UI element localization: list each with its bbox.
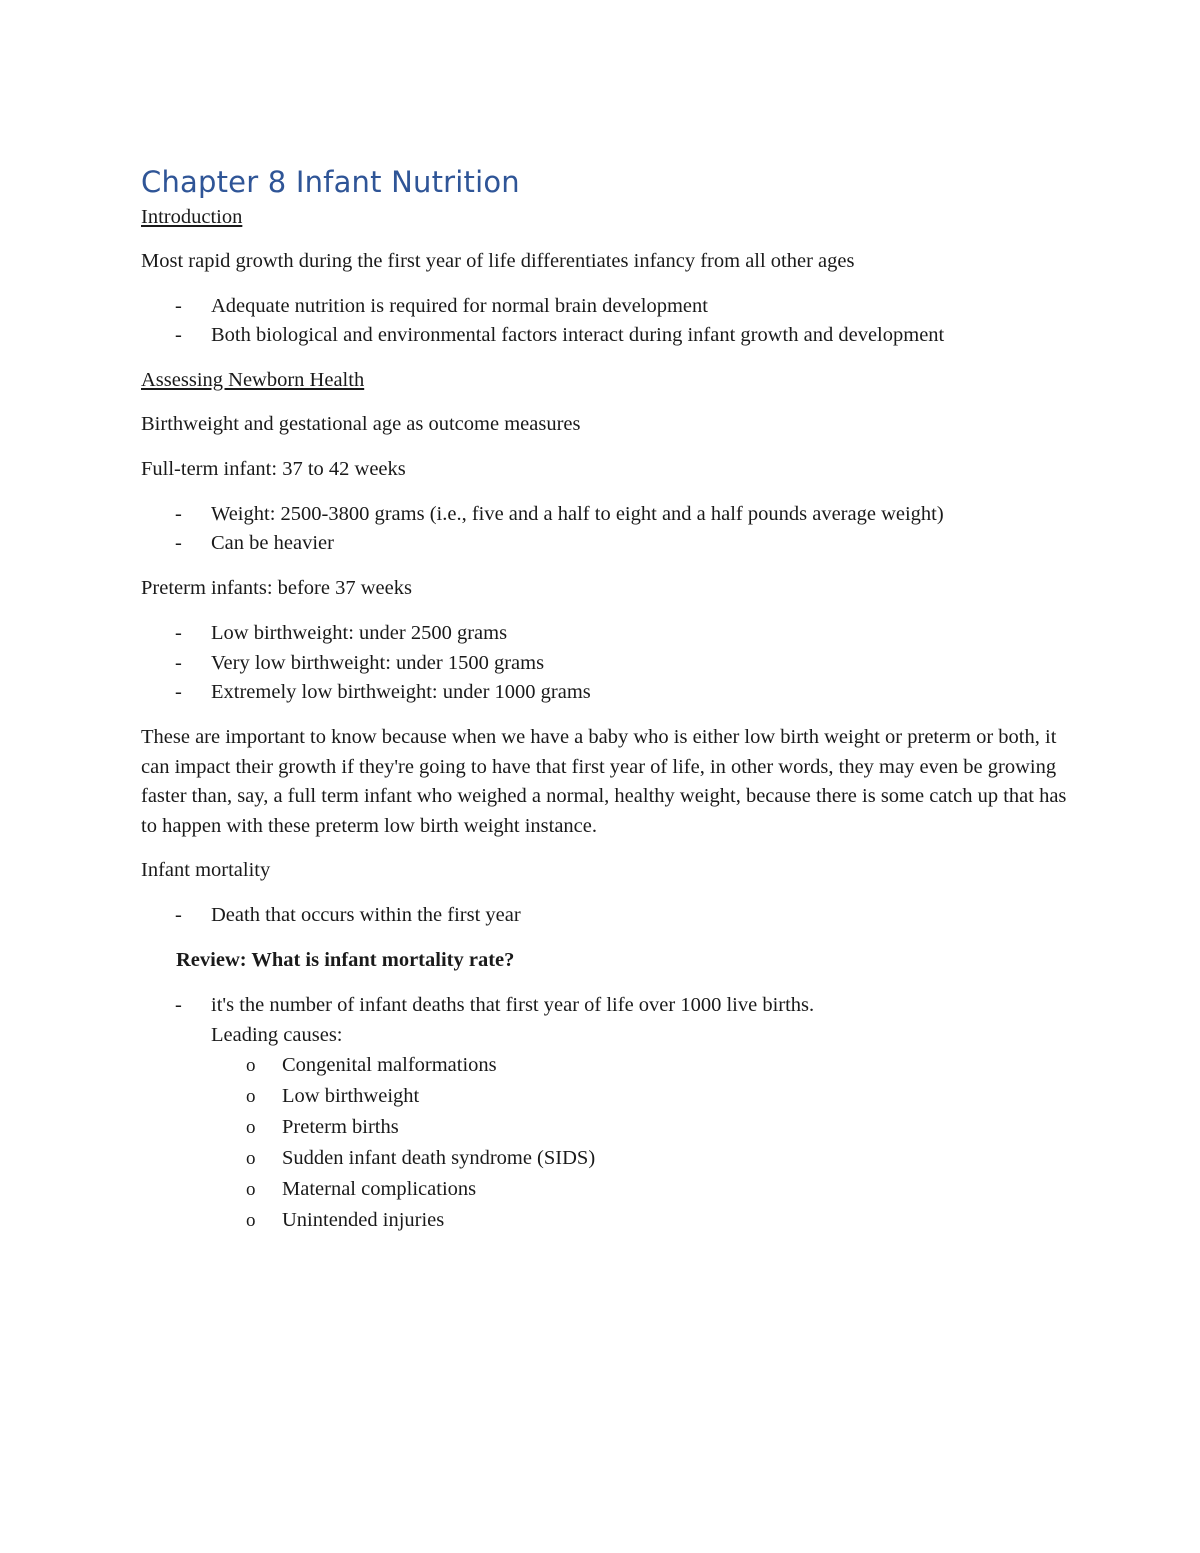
list-item: - Very low birthweight: under 1500 grams — [141, 649, 1081, 679]
list-item: - Both biological and environmental factors interact during infant growth and development — [141, 321, 1081, 351]
assess-heading: Assessing Newborn Health — [141, 369, 365, 391]
review-answer: - it's the number of infant deaths that first year of life over 1000 live births. — [211, 994, 815, 1016]
list-item: o Low birthweight — [211, 1081, 1081, 1112]
document-body — [141, 160, 1081, 1252]
list-item: - Low birthweight: under 2500 grams — [141, 619, 1081, 649]
mortality-text: Infant mortality — [141, 859, 271, 881]
preterm-text: Preterm infants: before 37 weeks — [141, 577, 412, 599]
list-item: - Can be heavier — [141, 529, 1081, 559]
intro-bullet-list — [141, 292, 1081, 351]
list-item: - Adequate nutrition is required for normal brain development — [141, 292, 1081, 322]
list-item: - Weight: 2500-3800 grams (i.e., five and a half to eight and a half pounds average weight) — [141, 500, 1081, 530]
review-question: Review: What is infant mortality rate? — [176, 949, 515, 971]
mortality-bullet-list — [141, 901, 1081, 931]
list-item: o Congenital malformations — [211, 1050, 1081, 1081]
list-item: o Maternal complications — [211, 1174, 1081, 1205]
list-item: o Unintended injuries — [211, 1205, 1081, 1236]
leading-causes-label: Leading causes: — [211, 1023, 343, 1046]
assess-text: Birthweight and gestational age as outcome measures — [141, 412, 581, 435]
preterm-bullet-list — [141, 619, 1081, 708]
intro-heading: Introduction — [141, 206, 243, 228]
leading-causes-list — [211, 1050, 1081, 1236]
review-answer-list — [141, 991, 1081, 1236]
page-title: Chapter 8 Infant Nutrition — [141, 165, 520, 199]
intro-text: Most rapid growth during the first year of life differentiates infancy from all other ages — [141, 249, 855, 272]
list-item: - Extremely low birthweight: under 1000 grams — [141, 678, 1081, 708]
list-item — [141, 991, 1081, 1236]
importance-paragraph: These are important to know because when we have a baby who is either low birth weight or preterm or both, it can impact their growth if they're going to have that first year of life, in other words, they may even be growing faster than, say, a full term infant who weighed a normal, healthy weight, because there is some catch up that has to happen with these preterm low birth weight instance. — [141, 726, 1067, 837]
list-item: o Sudden infant death syndrome (SIDS) — [211, 1143, 1081, 1174]
fullterm-text: Full-term infant: 37 to 42 weeks — [141, 457, 406, 480]
list-item: o Preterm births — [211, 1112, 1081, 1143]
list-item: - Death that occurs within the first year — [141, 901, 1081, 931]
fullterm-bullet-list — [141, 500, 1081, 559]
